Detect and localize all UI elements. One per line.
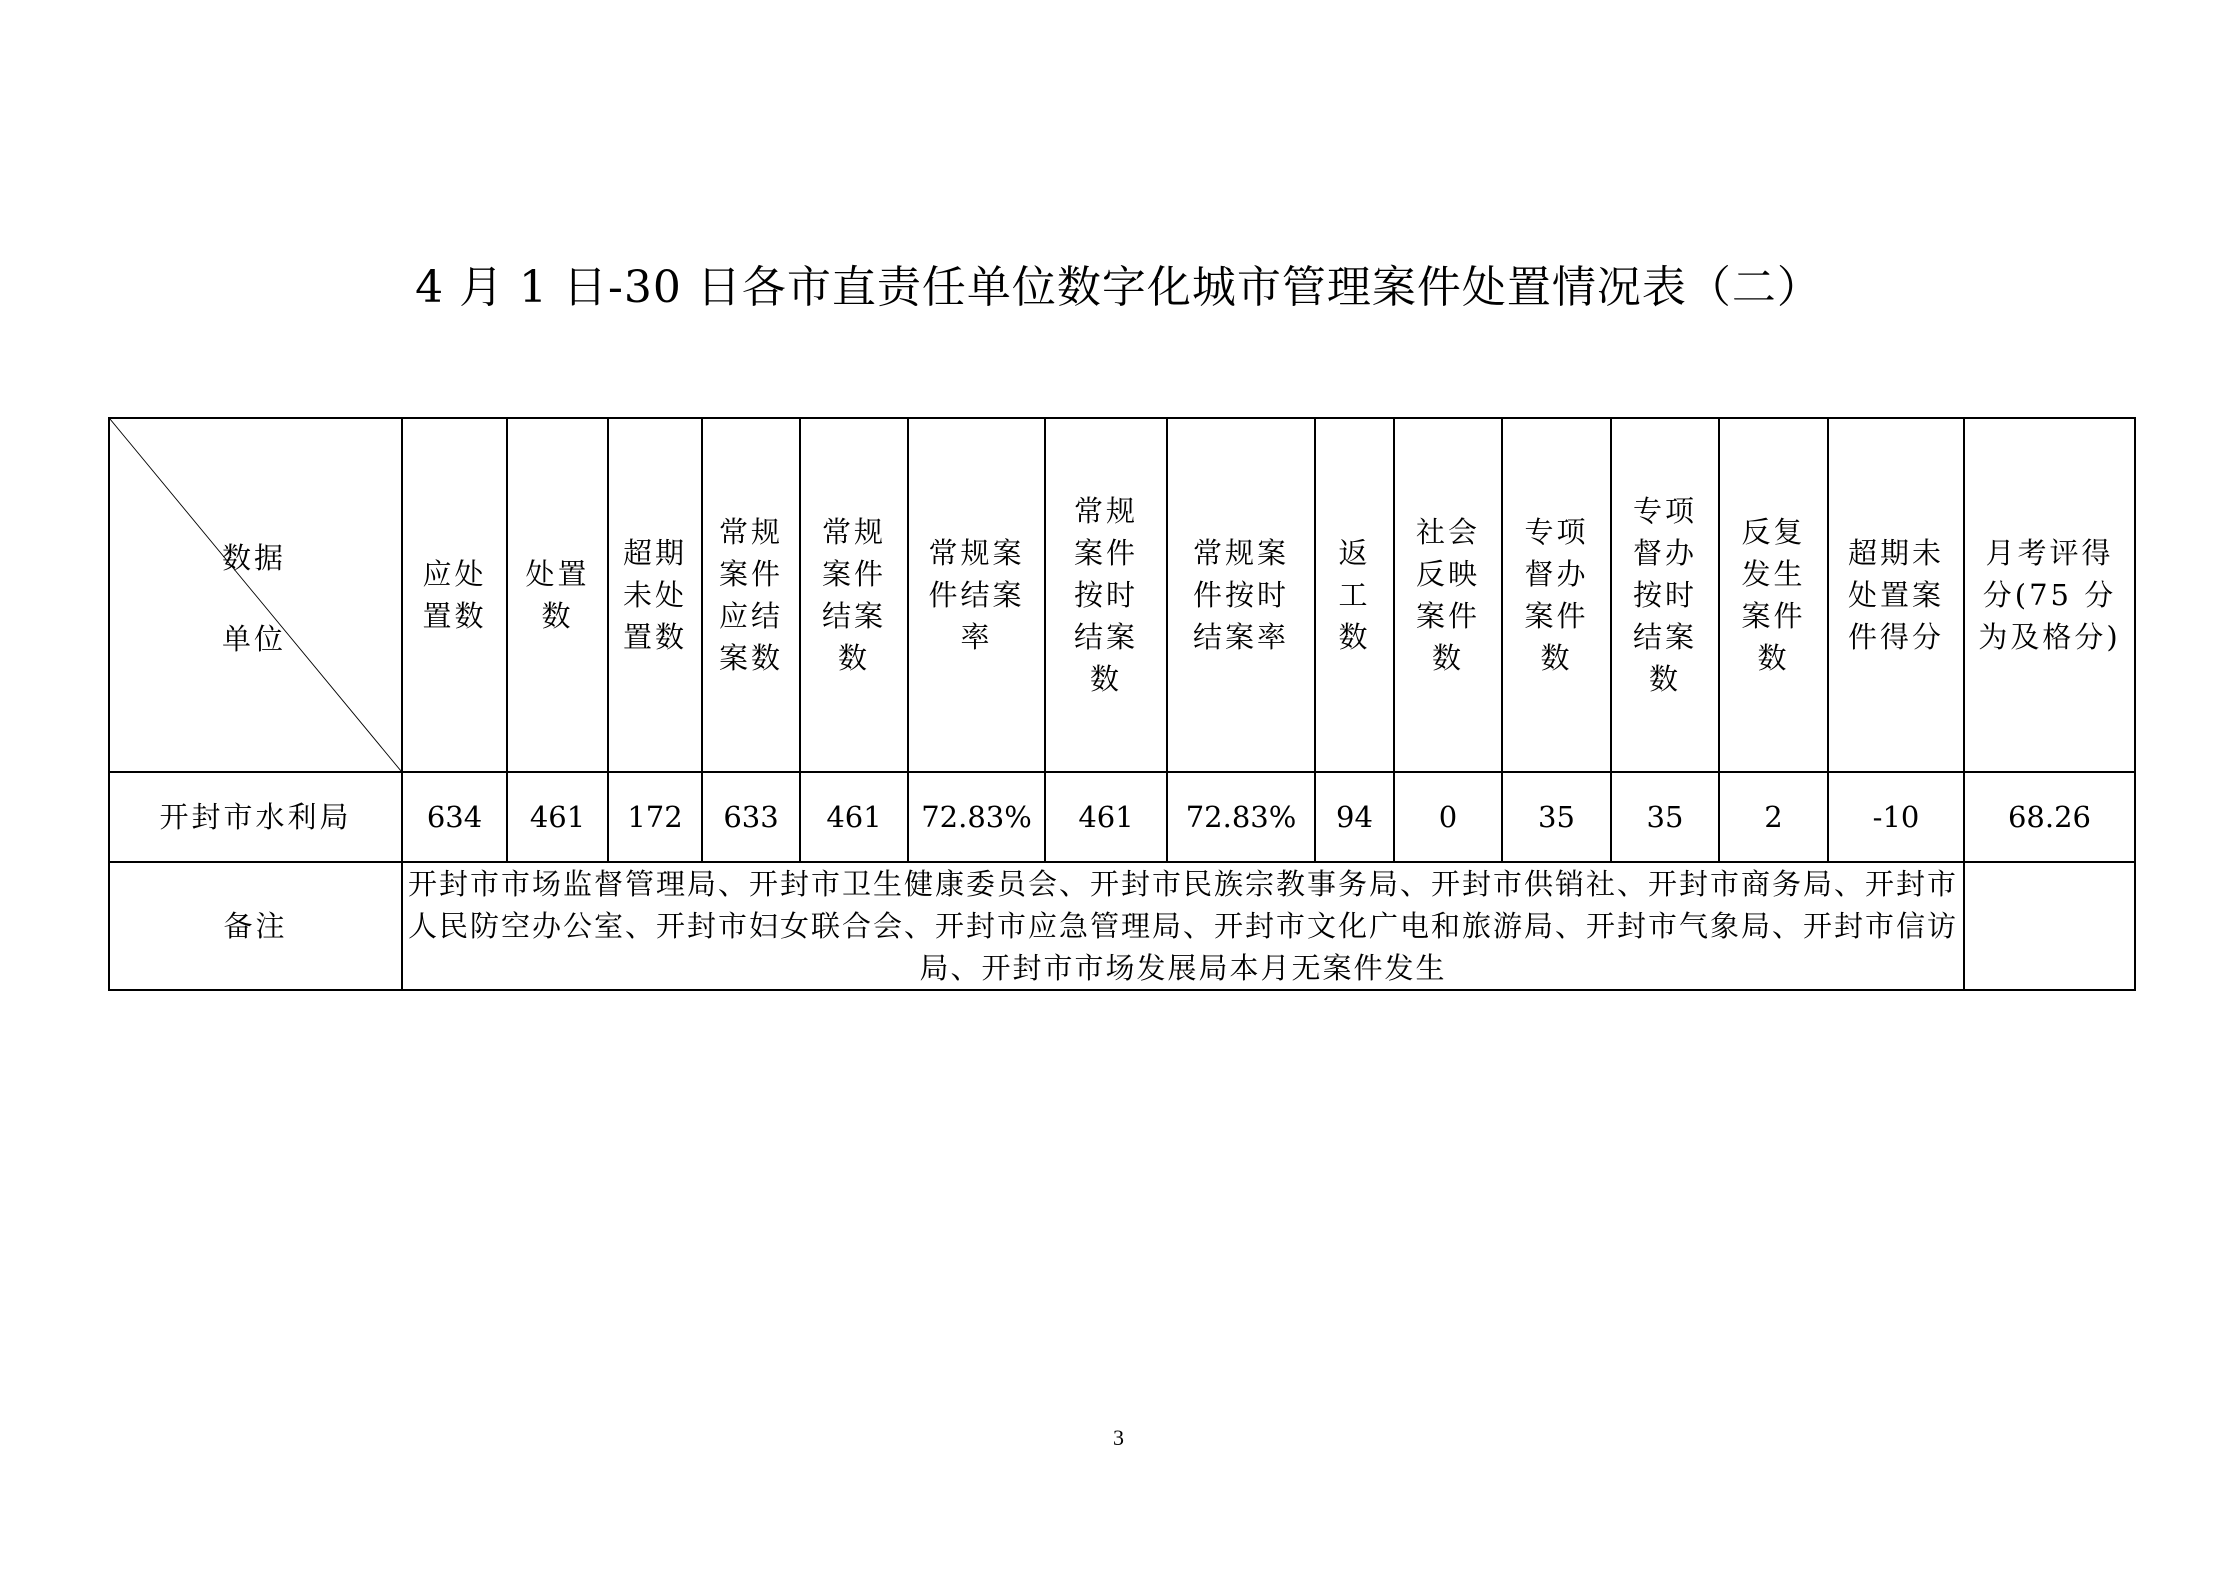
empty-cell <box>1964 862 2135 990</box>
table-cell: 172 <box>608 772 702 862</box>
page-number: 3 <box>1113 1425 1124 1450</box>
report-table <box>108 417 2136 991</box>
table-cell: 94 <box>1315 772 1394 862</box>
table-cell: 35 <box>1611 772 1719 862</box>
column-header <box>908 418 1045 772</box>
column-header-label: 超期未 处置案 件得分 <box>1847 536 1944 654</box>
column-header <box>1315 418 1394 772</box>
header-row <box>109 418 2135 772</box>
table-cell: 72.83% <box>1167 772 1315 862</box>
column-header-label: 常规 案件 按时 结案 数 <box>1073 494 1138 696</box>
column-header <box>507 418 608 772</box>
diagonal-divider <box>110 419 401 771</box>
column-header-label: 常规 案件 结案 数 <box>821 515 886 675</box>
column-header-label: 反复 发生 案件 数 <box>1741 515 1806 675</box>
remark-label: 备注 <box>109 862 402 990</box>
table-row <box>109 772 2135 862</box>
column-header <box>800 418 908 772</box>
table-cell: 68.26 <box>1964 772 2135 862</box>
column-header <box>702 418 800 772</box>
column-header <box>1719 418 1828 772</box>
corner-label-data: 数据 <box>222 541 287 575</box>
column-header-label: 专项 督办 按时 结案 数 <box>1632 494 1697 696</box>
corner-label-unit: 单位 <box>222 622 287 656</box>
column-header <box>1502 418 1611 772</box>
table-cell: 461 <box>1045 772 1167 862</box>
column-header <box>1394 418 1502 772</box>
table-cell: 35 <box>1502 772 1611 862</box>
column-header <box>1167 418 1315 772</box>
column-header-label: 处置 数 <box>525 557 590 633</box>
table-cell: 72.83% <box>908 772 1045 862</box>
column-header-label: 返 工 数 <box>1338 536 1371 654</box>
column-header-label: 超期 未处 置数 <box>622 536 687 654</box>
table-cell: 0 <box>1394 772 1502 862</box>
table-cell: 461 <box>507 772 608 862</box>
table-cell: -10 <box>1828 772 1964 862</box>
column-header-label: 应处 置数 <box>422 557 487 633</box>
column-header <box>608 418 702 772</box>
column-header <box>1964 418 2135 772</box>
table-cell: 2 <box>1719 772 1828 862</box>
table-cell: 634 <box>402 772 507 862</box>
corner-header-cell <box>109 418 402 772</box>
column-header <box>1045 418 1167 772</box>
remark-text: 开封市市场监督管理局、开封市卫生健康委员会、开封市民族宗教事务局、开封市供销社、开封市商务局、开封市人民防空办公室、开封市妇女联合会、开封市应急管理局、开封市文化广电和旅游局、开封市气象局、开封市信访局、开封市市场发展局本月无案件发生 <box>402 862 1964 990</box>
column-header-label: 月考评得 分(75 分 为及格分) <box>1978 536 2121 654</box>
column-header-label: 常规 案件 应结 案数 <box>718 515 783 675</box>
table-cell: 461 <box>800 772 908 862</box>
column-header-label: 社会 反映 案件 数 <box>1415 515 1480 675</box>
column-header-label: 专项 督办 案件 数 <box>1524 515 1589 675</box>
column-header-label: 常规案 件按时 结案率 <box>1192 536 1289 654</box>
unit-name-cell: 开封市水利局 <box>109 772 402 862</box>
column-header-label: 常规案 件结案 率 <box>928 536 1025 654</box>
column-header <box>1828 418 1964 772</box>
column-header <box>1611 418 1719 772</box>
table-cell: 633 <box>702 772 800 862</box>
remark-row <box>109 862 2135 990</box>
column-header <box>402 418 507 772</box>
page-title: 4 月 1 日-30 日各市直责任单位数字化城市管理案件处置情况表（二） <box>415 262 1822 313</box>
